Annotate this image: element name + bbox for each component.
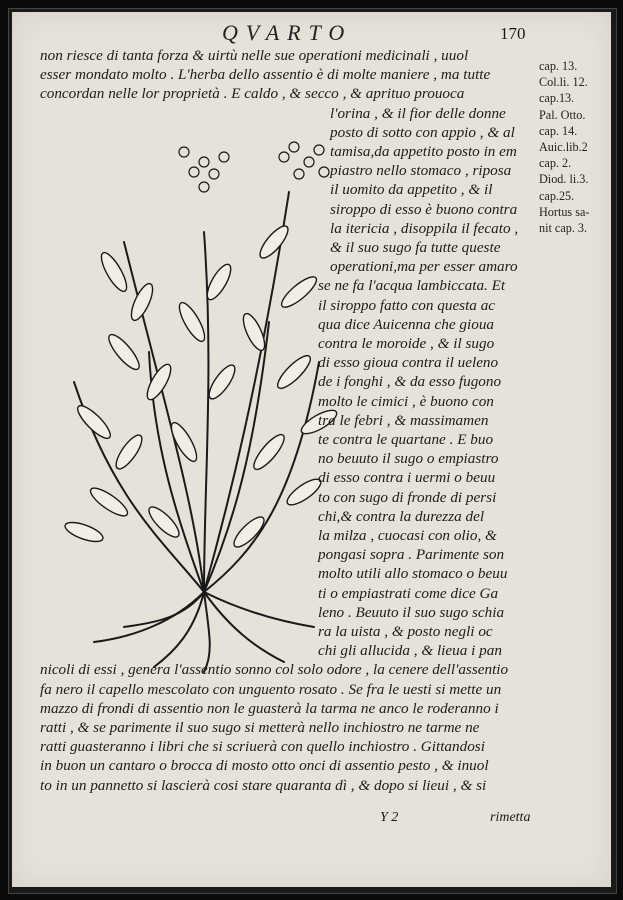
text-line: siroppo di esso è buono contra (330, 200, 518, 218)
text-line: ra la uista , & posto negli oc (318, 623, 493, 640)
text-line: contra le moroide , & il sugo (318, 335, 495, 352)
catchword: rimetta (490, 810, 531, 825)
text-line: pongasi sopra . Parimente son (318, 546, 505, 564)
text-line: no beuuto il sugo o empiastro (318, 450, 499, 468)
book-page (12, 12, 611, 887)
text-line: il siroppo fatto con questa ac (318, 296, 496, 314)
signature-mark: Y 2 (380, 810, 399, 825)
margin-note: Auic.lib.2 (539, 140, 588, 154)
running-head: QVARTO (222, 20, 353, 45)
margin-note: Hortus sa- (539, 204, 590, 219)
text-line: fa nero il capello mescolato con unguento rosato . Se fra le uesti si mette un (40, 680, 502, 698)
text-line: & il suo sugo fa tutte queste (330, 239, 501, 256)
margin-note: nit cap. 3. (539, 221, 588, 235)
text-line: posto di sotto con appio , & al (330, 123, 515, 141)
text-line: molto le cimici , è buono con (318, 392, 494, 410)
margin-note: cap. 2. (539, 156, 572, 171)
text-line: qua dice Auicenna che gioua (318, 315, 495, 333)
margin-note: cap.13. (539, 91, 575, 106)
margin-note: cap. 13. (539, 59, 578, 73)
text-line: il uomito da appetito , & il (330, 181, 493, 199)
folio-number: 170 (500, 24, 526, 43)
text-line: concordan nelle lor proprietà . E caldo , & secco , & aprituo prouoca (40, 85, 465, 103)
text-line: tamisa,da appetito posto in em (330, 143, 517, 160)
text-line: leno . Beuuto il suo sugo schia (318, 603, 505, 621)
wormwood-woodcut-illustration (54, 122, 344, 677)
text-line: in buon un cantaro o brocca di mosto otto onci di assentio pesto , & inuol (40, 757, 489, 775)
margin-note: Pal. Otto. (539, 107, 586, 122)
text-line: operationi,ma per esser amaro (330, 258, 518, 276)
text-line: di esso contra i uermi o beuu (318, 469, 496, 487)
text-line: piastro nello stomaco , riposa (330, 162, 512, 180)
text-line: nicoli di essi , genera l'assentio sonno col solo odore , la cenere dell'assentio (40, 661, 509, 679)
margin-note: Col.li. 12. (539, 75, 588, 90)
text-line: non riesce di tanta forza & uirtù nelle sue operationi medicinali , uuol (40, 47, 469, 64)
text-line: chi gli allucida , & lieua i pan (318, 642, 502, 660)
plant-svg (54, 122, 344, 677)
text-line: te contra le quartane . E buo (318, 431, 494, 448)
text-line: tra le febri , & massimamen (318, 411, 489, 429)
text-line: se ne fa l'acqua lambiccata. Et (318, 277, 506, 295)
margin-note: cap. 14. (539, 123, 578, 138)
margin-note: Diod. li.3. (539, 172, 589, 187)
text-line: to in un pannetto si lascierà cosi stare quaranta dì , & dopo si lieui , & si (40, 776, 487, 794)
text-line: chi,& contra la durezza del (318, 507, 485, 525)
text-line: ti o empiastrati come dice Ga (318, 584, 499, 602)
margin-note: cap.25. (539, 188, 575, 203)
text-line: l'orina , & il fior delle donne (330, 104, 506, 122)
text-line: la milza , cuocasi con olio, & (318, 527, 497, 544)
text-line: ratti , & se parimente il suo sugo si metterà nello inchiostro ne tarme ne (40, 719, 480, 736)
text-line: di esso gioua contra il ueleno (318, 354, 499, 372)
text-line: to con sugo di fronde di persi (318, 488, 497, 506)
text-line: de i fonghi , & da esso fugono (318, 373, 502, 391)
text-line: esser mondato molto . L'herba dello assentio è di molte maniere , ma tutte (40, 66, 491, 84)
text-line: molto utili allo stomaco o beuu (318, 565, 508, 583)
text-line: la itericia , disoppila il fecato , (330, 219, 519, 237)
text-line: ratti guasteranno i libri che si scriuerà con quello inchiostro . Gittandosi (40, 738, 485, 756)
text-line: mazzo di frondi di assentio non le guasterà la tarma ne anco le roderanno i (40, 699, 499, 717)
